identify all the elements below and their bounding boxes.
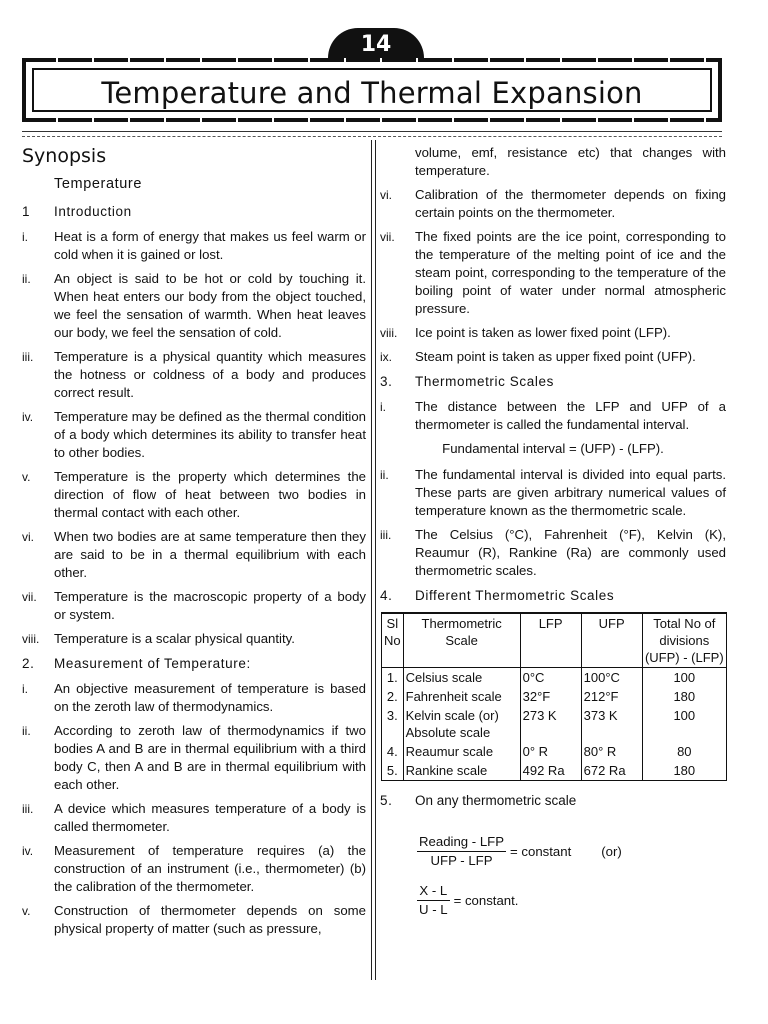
table-cell: Fahrenheit scale — [403, 687, 520, 706]
table-cell: 80° R — [581, 742, 642, 761]
section-introduction-heading: 1 Introduction — [22, 204, 132, 219]
list-item: iv. Measurement of temperature requires (a) the construction of an instrument (i.e., thermometer) (b) the calibration of the thermometer. — [22, 843, 366, 894]
table-cell: Rankine scale — [403, 761, 520, 781]
measurement-list — [22, 680, 366, 938]
fraction: $\frac{\text{Reading - LFP}}{\text{UFP - LFP}}$ — [419, 834, 505, 868]
column-divider — [371, 140, 376, 980]
divider-line — [22, 131, 722, 132]
table-cell: 672 Ra — [581, 761, 642, 781]
temperature-subheading: Temperature — [54, 176, 142, 192]
table-row — [382, 687, 727, 706]
fraction: $\frac{X - L}{U - L}$ — [419, 883, 448, 917]
table-row — [382, 742, 727, 761]
fundamental-interval-formula: Fundamental interval = (UFP) - (LFP). — [442, 441, 664, 456]
list-item: iii. A device which measures temperature of a body is called thermometer. — [22, 801, 366, 834]
right-column — [380, 144, 726, 919]
list-item: ix. Steam point is taken as upper fixed point (UFP). — [380, 349, 696, 364]
table-header-cell: LFP — [520, 613, 581, 668]
list-item: i. The distance between the LFP and UFP of a thermometer is called the fundamental interval. — [380, 399, 726, 432]
divider-dashed-line — [22, 136, 722, 137]
table-cell: Celsius scale — [403, 668, 520, 688]
list-item: ii. According to zeroth law of thermodynamics if two bodies A and B are in thermal equilibrium with a third body C, then A and B are in thermal equilibrium with each other. — [22, 723, 366, 792]
table-cell: 373 K — [581, 706, 642, 742]
list-item: i. Heat is a form of energy that makes us feel warm or cold when it is gained or lost. — [22, 229, 366, 262]
list-item: iii. The Celsius (°C), Fahrenheit (°F), Kelvin (K), Reaumur (R), Rankine (Ra) are commonly used thermometric scales. — [380, 527, 726, 578]
section-on-any-scale-heading: 5. On any thermometric scale — [380, 793, 577, 808]
introduction-list — [22, 228, 366, 648]
table-cell: 492 Ra — [520, 761, 581, 781]
section-different-scales-heading: 4. Different Thermometric Scales — [380, 588, 615, 603]
table-cell: 0° R — [520, 742, 581, 761]
table-header-cell: Total No of divisions (UFP) - (LFP) — [642, 613, 726, 668]
chapter-title: Temperature and Thermal Expansion — [101, 76, 643, 110]
table-cell: 100 — [642, 668, 726, 688]
continued-text: volume, emf, resistance etc) that changes with temperature. — [415, 145, 726, 178]
list-item: vi. Calibration of the thermometer depends on fixing certain points on the thermometer. — [380, 187, 726, 220]
table-header-cell: Thermometric Scale — [403, 613, 520, 668]
list-item: v. Temperature is the property which determines the direction of flow of heat between two bodies in thermal contact with each other. — [22, 469, 366, 520]
table-row — [382, 668, 727, 688]
list-item: ii. An object is said to be hot or cold by touching it. When heat enters our body from the object touched, we feel the sensation of warmth. When heat leaves our body, we feel the sensation of cold. — [22, 271, 366, 340]
table-row — [382, 706, 727, 742]
synopsis-heading: Synopsis — [22, 145, 107, 167]
table-header-cell: Sl No — [382, 613, 404, 668]
list-item: iii. Temperature is a physical quantity which measures the hotness or coldness of a body and produces correct result. — [22, 349, 366, 400]
title-frame — [22, 58, 722, 122]
list-item: viii. Temperature is a scalar physical quantity. — [22, 631, 295, 646]
equation-2: $\frac{X - L}{U - L}$ = constant. — [419, 883, 519, 917]
left-column — [22, 144, 366, 944]
equation-1: $\frac{\text{Reading - LFP}}{\text{UFP - LFP}}$ = constant (or) — [419, 834, 622, 868]
list-item: i. An objective measurement of temperature is based on the zeroth law of thermodynamics. — [22, 681, 366, 714]
table-cell: 4. — [382, 742, 404, 761]
list-item: v. Construction of thermometer depends on some physical property of matter (such as pressure, — [22, 903, 366, 936]
table-cell: Kelvin scale (or) Absolute scale — [403, 706, 520, 742]
list-item: ii. The fundamental interval is divided into equal parts. These parts are given arbitrary numerical values of temperature known as the thermometric scale. — [380, 467, 726, 518]
table-cell: 273 K — [520, 706, 581, 742]
thermometric-scales-table — [381, 612, 727, 781]
list-item: vii. The fixed points are the ice point, corresponding to the temperature of the melting point of ice and the steam point, corresponding to the temperature of the boiling point of water under normal atmospheric pressure. — [380, 229, 726, 316]
list-item: vii. Temperature is the macroscopic property of a body or system. — [22, 589, 366, 622]
table-cell: 100°C — [581, 668, 642, 688]
section-measurement-heading: 2. Measurement of Temperature: — [22, 656, 251, 671]
list-item: iv. Temperature may be defined as the thermal condition of a body which determines its ability to transfer heat to other bodies. — [22, 409, 366, 460]
table-cell: 5. — [382, 761, 404, 781]
table-cell: 80 — [642, 742, 726, 761]
chapter-number-badge: 14 — [328, 28, 424, 58]
table-row — [382, 761, 727, 781]
table-cell: 32°F — [520, 687, 581, 706]
table-cell: 2. — [382, 687, 404, 706]
table-cell: 180 — [642, 761, 726, 781]
table-header-cell: UFP — [581, 613, 642, 668]
list-item: viii. Ice point is taken as lower fixed point (LFP). — [380, 325, 671, 340]
table-header-row — [382, 613, 727, 668]
list-item: vi. When two bodies are at same temperature then they are said to be in a thermal equilibrium with each other. — [22, 529, 366, 580]
table-cell: 100 — [642, 706, 726, 742]
section-thermometric-scales-heading: 3. Thermometric Scales — [380, 374, 554, 389]
table-cell: 180 — [642, 687, 726, 706]
table-cell: 0°C — [520, 668, 581, 688]
table-cell: 212°F — [581, 687, 642, 706]
table-cell: 3. — [382, 706, 404, 742]
table-cell: Reaumur scale — [403, 742, 520, 761]
table-cell: 1. — [382, 668, 404, 688]
